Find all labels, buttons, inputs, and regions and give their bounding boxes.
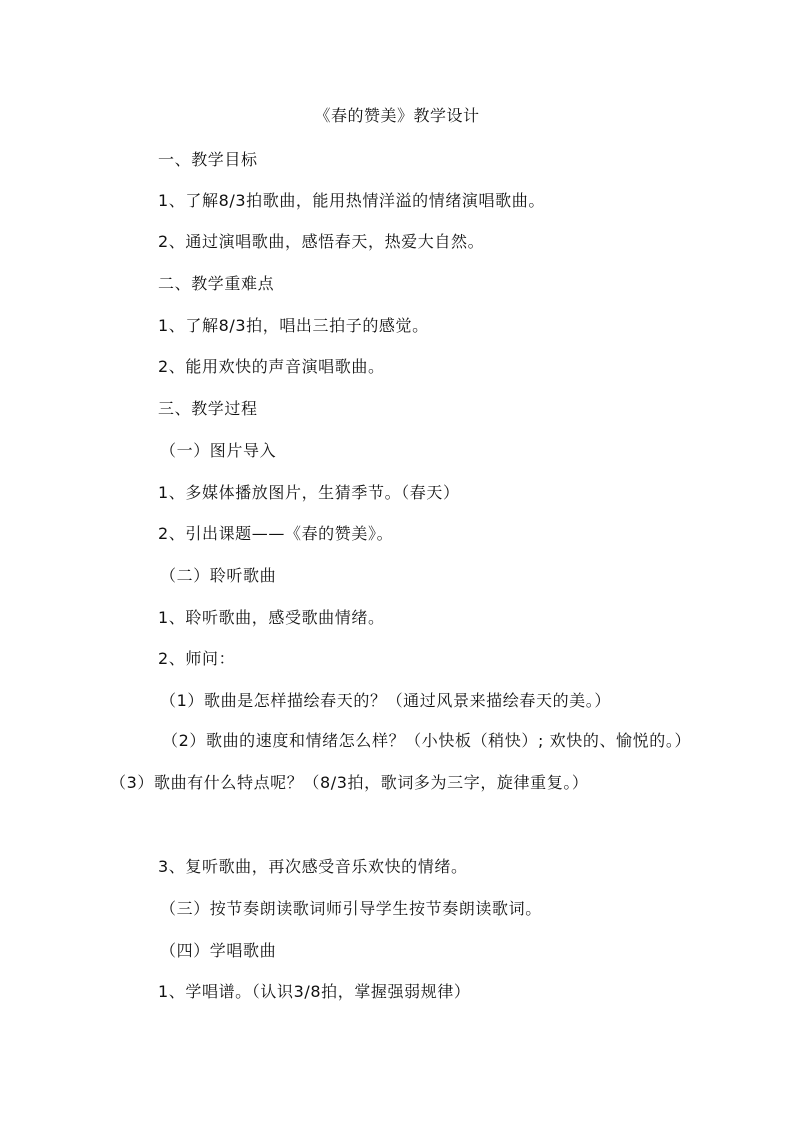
listening-item-1: 1、聆听歌曲，感受歌曲情绪。 (158, 608, 385, 627)
objective-item-1: 1、了解8/3拍歌曲，能用热情洋溢的情绪演唱歌曲。 (158, 191, 545, 210)
key-point-item-2: 2、能用欢快的声音演唱歌曲。 (158, 357, 385, 376)
teacher-question-paragraph: （2）歌曲的速度和情绪怎么样？（小快板（稍快）; 欢快的、愉悦的。）（3）歌曲有什么特点呢？（8/3拍，歌词多为三字，旋律重复。） (110, 731, 684, 792)
subsection-picture-intro: （一）图片导入 (160, 441, 277, 460)
subsection-learn-song: （四）学唱歌曲 (160, 941, 277, 960)
teacher-question-1: （1）歌曲是怎样描绘春天的？（通过风景来描绘春天的美。） (160, 691, 611, 710)
objective-item-2: 2、通过演唱歌曲，感悟春天，热爱大自然。 (158, 232, 485, 251)
document-title: 《春的赞美》教学设计 (314, 106, 480, 125)
section-heading-process: 三、教学过程 (158, 399, 258, 418)
process-item-1: 1、多媒体播放图片，生猜季节。（春天） (158, 483, 460, 502)
listening-item-3: 3、复听歌曲，再次感受音乐欢快的情绪。 (158, 857, 468, 876)
subsection-rhythm-reading: （三）按节奏朗读歌词师引导学生按节奏朗读歌词。 (160, 899, 542, 918)
subsection-listening: （二）聆听歌曲 (160, 566, 277, 585)
listening-item-2: 2、师问： (158, 649, 236, 668)
key-point-item-1: 1、了解8/3拍，唱出三拍子的感觉。 (158, 316, 429, 335)
process-item-2: 2、引出课题——《春的赞美》。 (158, 524, 394, 543)
section-heading-objectives: 一、教学目标 (158, 150, 258, 169)
section-heading-key-points: 二、教学重难点 (158, 274, 275, 293)
learn-song-item-1: 1、学唱谱。（认识3/8拍，掌握强弱规律） (158, 982, 471, 1001)
